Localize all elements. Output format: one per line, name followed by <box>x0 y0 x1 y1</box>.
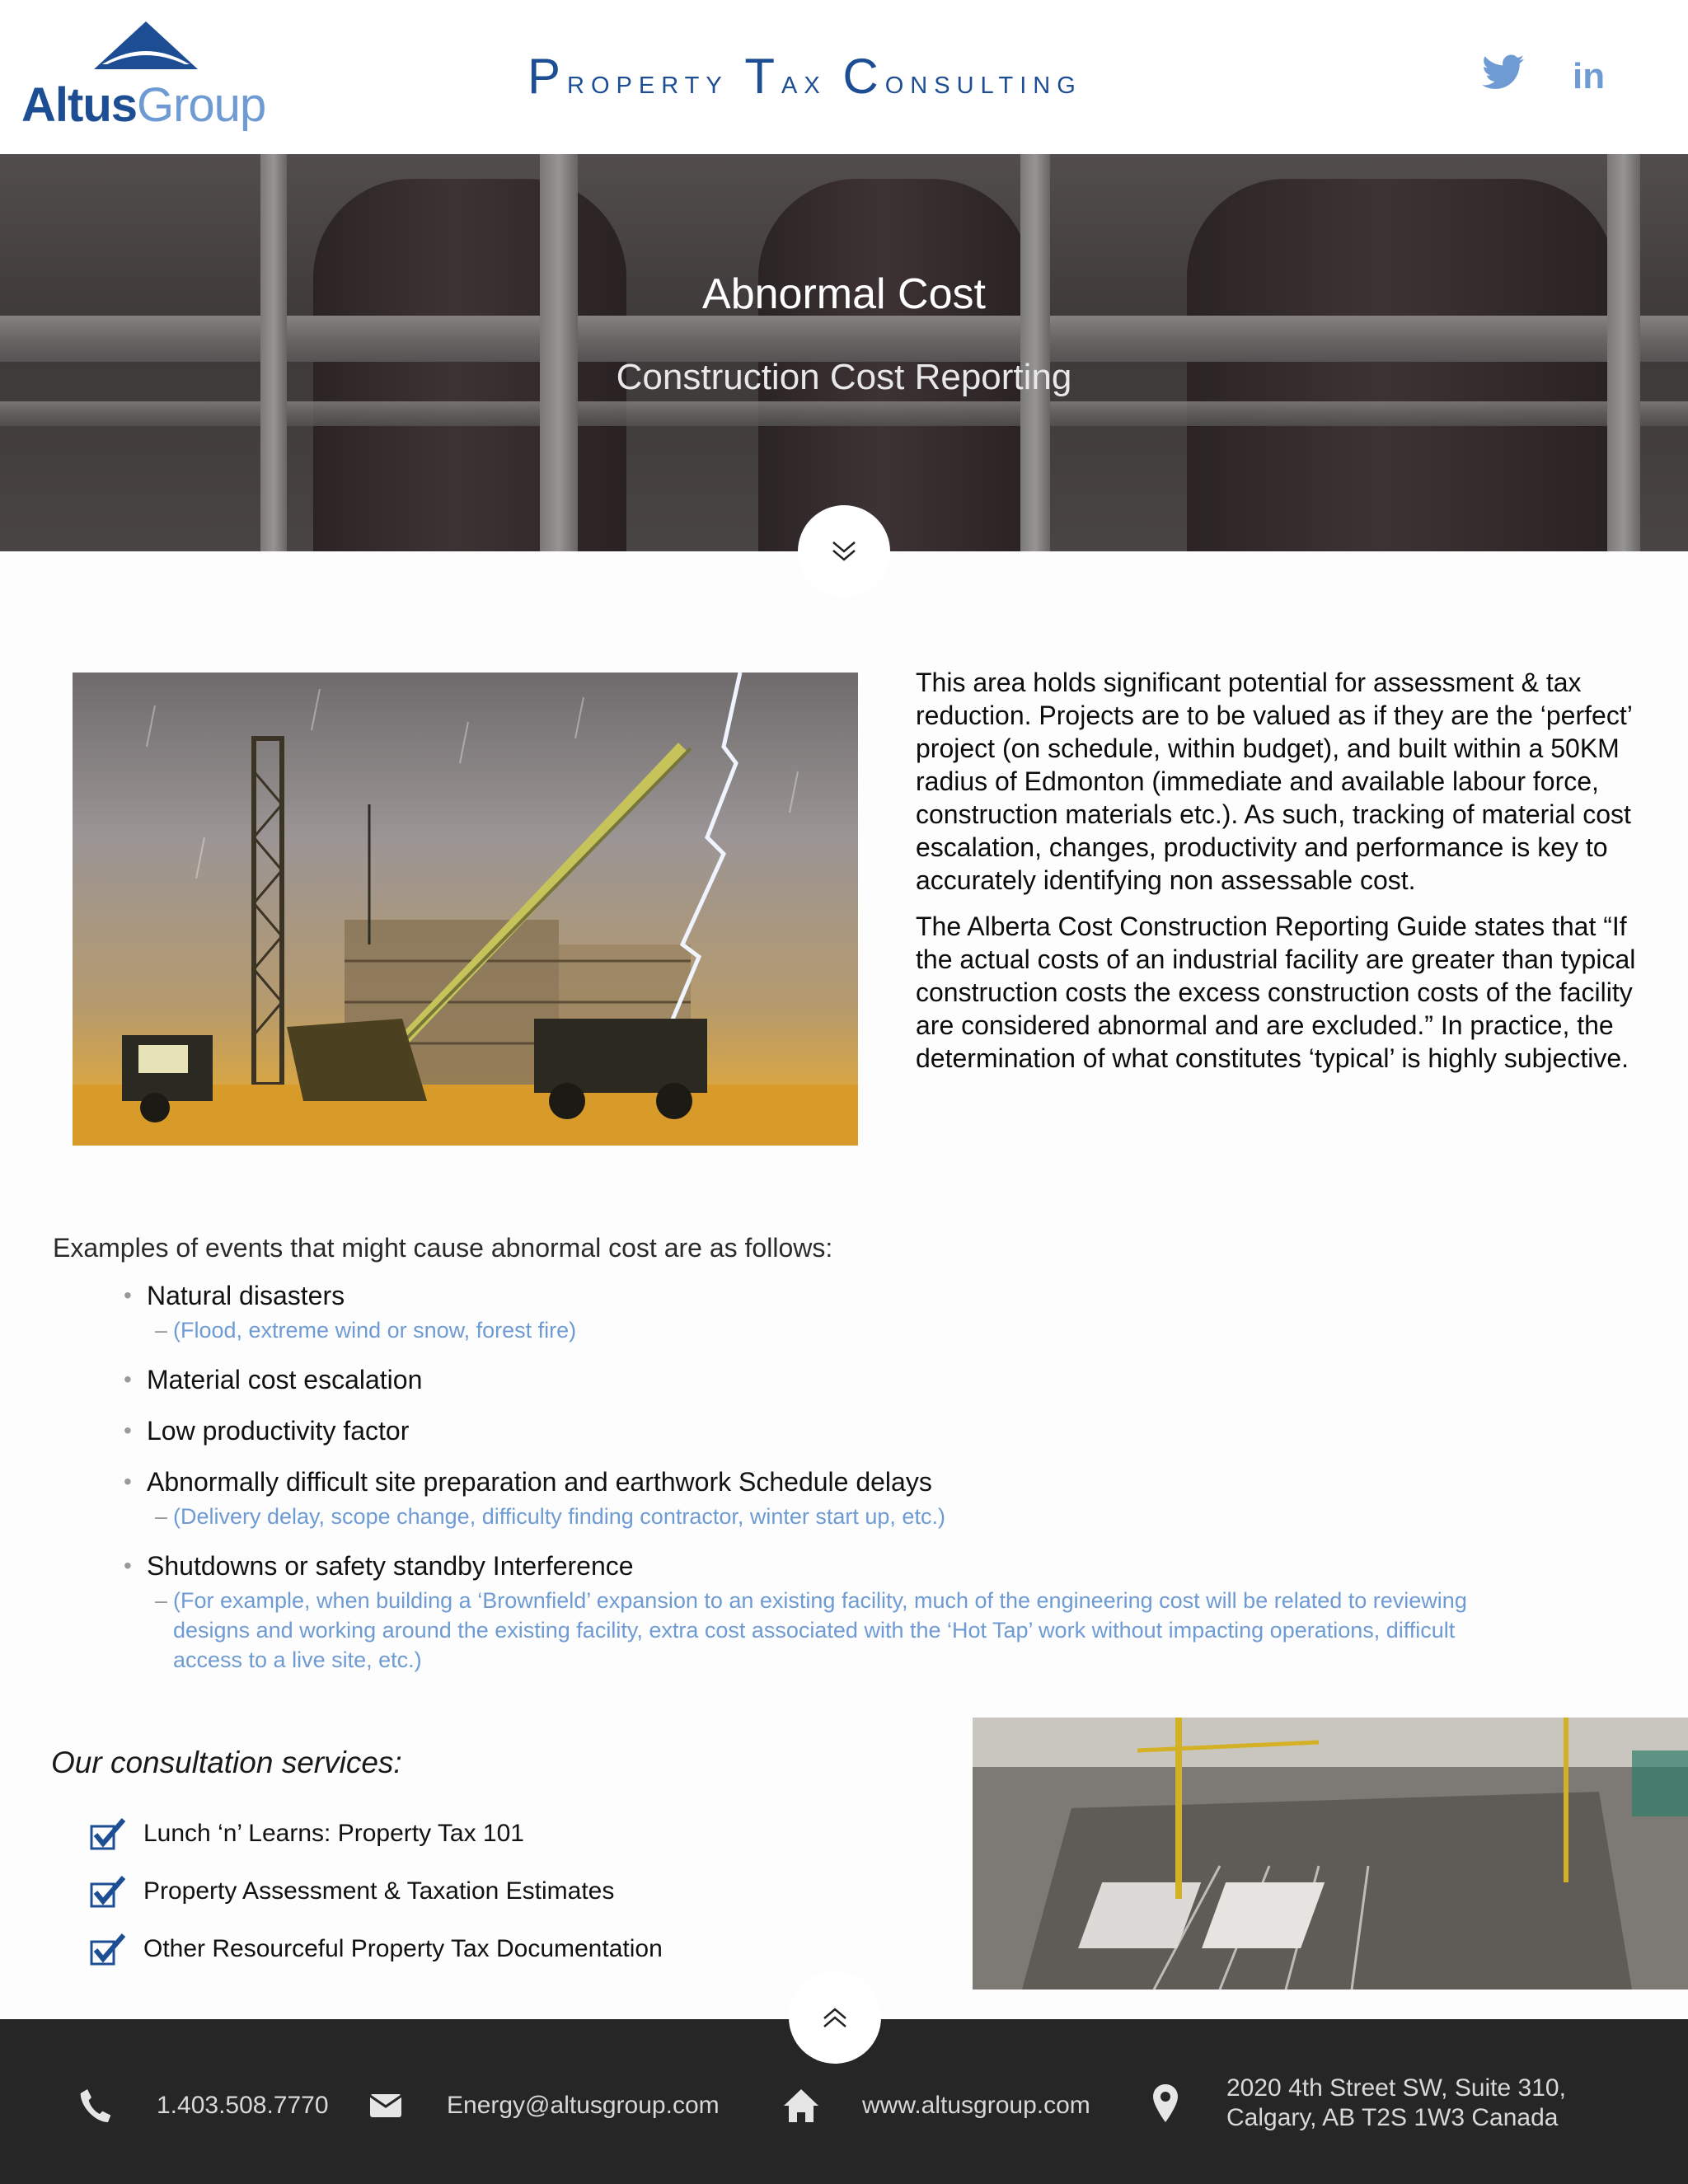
intro-paragraph: This area holds significant potential for assessment & tax reduction. Projects are to be valued as if they are the ‘perfect’ project (on schedule, within budget), and built within a 50KM radius of Edmonton (immediate and available labour force, construction materials etc.). As such, tracking of material cost escalation, changes, productivity and performance is key to accurately identifying non assessable cost. <box>916 668 1632 895</box>
storm-scene-illustration <box>73 673 858 1146</box>
list-item <box>124 1465 1525 1531</box>
email-address: Energy@altusgroup.com <box>447 2092 720 2119</box>
footer-address <box>1147 2074 1566 2133</box>
list-item-detail: – (Flood, extreme wind or snow, forest fire) <box>124 1315 1525 1345</box>
list-item-main: • Low productivity factor <box>124 1414 1525 1447</box>
list-item-main: • Natural disasters <box>124 1279 1525 1312</box>
service-item <box>89 1863 913 1920</box>
phone-icon <box>77 2088 114 2124</box>
service-label: Property Assessment & Taxation Estimates <box>143 1877 615 1905</box>
altus-group-logo[interactable] <box>21 21 293 137</box>
scroll-down-button[interactable] <box>798 505 890 598</box>
excavation-site-photo <box>973 1718 1688 1990</box>
hero-overlay <box>0 154 1688 551</box>
list-item-detail: – (Delivery delay, scope change, difficulty finding contractor, winter start up, etc.) <box>124 1502 1525 1531</box>
title-rest-3: onsulting <box>884 62 1082 101</box>
address-line-1: 2020 4th Street SW, Suite 310, <box>1226 2074 1566 2102</box>
service-item <box>89 1805 913 1863</box>
list-item <box>124 1363 1525 1396</box>
location-pin-icon <box>1147 2085 1184 2121</box>
hero-title: Abnormal Cost <box>702 270 986 318</box>
footer-website[interactable] <box>783 2088 1090 2124</box>
twitter-link[interactable] <box>1482 54 1528 101</box>
examples-list <box>124 1279 1525 1693</box>
linkedin-link[interactable] <box>1573 56 1619 102</box>
footer-phone[interactable] <box>77 2088 329 2124</box>
logo-wordmark <box>21 77 265 133</box>
footer-email[interactable] <box>368 2088 720 2124</box>
phone-number: 1.403.508.7770 <box>157 2092 329 2119</box>
list-item <box>124 1279 1525 1345</box>
logo-mark-icon <box>94 21 198 69</box>
checkbox-checked-icon <box>89 1874 127 1909</box>
site-header <box>0 0 1688 154</box>
checkbox-checked-icon <box>89 1816 127 1851</box>
service-item <box>89 1920 913 1978</box>
title-cap-2: T <box>744 49 782 104</box>
title-rest-1: roperty <box>567 62 729 101</box>
address-text <box>1226 2074 1566 2133</box>
list-item-main: • Abnormally difficult site preparation and earthwork Schedule delays <box>124 1465 1525 1498</box>
mail-icon <box>368 2088 404 2124</box>
list-item <box>124 1414 1525 1447</box>
services-list <box>89 1805 913 1978</box>
checkbox-checked-icon <box>89 1932 127 1966</box>
title-rest-2: ax <box>781 62 827 101</box>
linkedin-icon: in <box>1573 56 1606 96</box>
storm-construction-photo <box>73 673 858 1146</box>
logo-word-altus: Altus <box>21 78 137 132</box>
examples-heading: Examples of events that might cause abnormal cost are as follows: <box>53 1233 833 1263</box>
service-label: Other Resourceful Property Tax Documentation <box>143 1935 663 1962</box>
title-cap-3: C <box>842 49 885 104</box>
list-item-main: • Material cost escalation <box>124 1363 1525 1396</box>
title-cap-1: P <box>528 49 568 104</box>
list-item-main: • Shutdowns or safety standby Interference <box>124 1549 1525 1582</box>
list-item <box>124 1549 1525 1675</box>
home-icon <box>783 2088 819 2124</box>
intro-paragraph: The Alberta Cost Construction Reporting Guide states that “If the actual costs of an industrial facility are greater than typical construction costs the excess construction costs of the facility are considered abnormal and are excluded.” In practice, the determination of what constitutes ‘typical’ is highly subjective. <box>916 912 1636 1073</box>
chevron-double-up-icon <box>821 2005 849 2030</box>
page-title <box>528 48 1082 105</box>
twitter-icon <box>1482 54 1525 91</box>
intro-text <box>916 666 1658 1088</box>
excavation-scene-illustration <box>973 1718 1688 1990</box>
chevron-double-down-icon <box>830 539 858 564</box>
address-line-2: Calgary, AB T2S 1W3 Canada <box>1226 2104 1559 2131</box>
services-heading: Our consultation services: <box>51 1746 402 1779</box>
scroll-to-top-button[interactable] <box>789 1971 881 2064</box>
service-label: Lunch ‘n’ Learns: Property Tax 101 <box>143 1820 524 1847</box>
hero-subtitle: Construction Cost Reporting <box>616 357 1072 397</box>
hero-banner <box>0 154 1688 551</box>
logo-word-group: Group <box>137 78 266 132</box>
website-url: www.altusgroup.com <box>862 2092 1090 2119</box>
list-item-detail: – (For example, when building a ‘Brownfield’ expansion to an existing facility, much of the engineering cost will be related to reviewing designs and working around the existing facility, extra cost associated with the ‘Hot Tap’ work without impacting operations, difficult access to a live site, etc.) <box>124 1586 1525 1675</box>
